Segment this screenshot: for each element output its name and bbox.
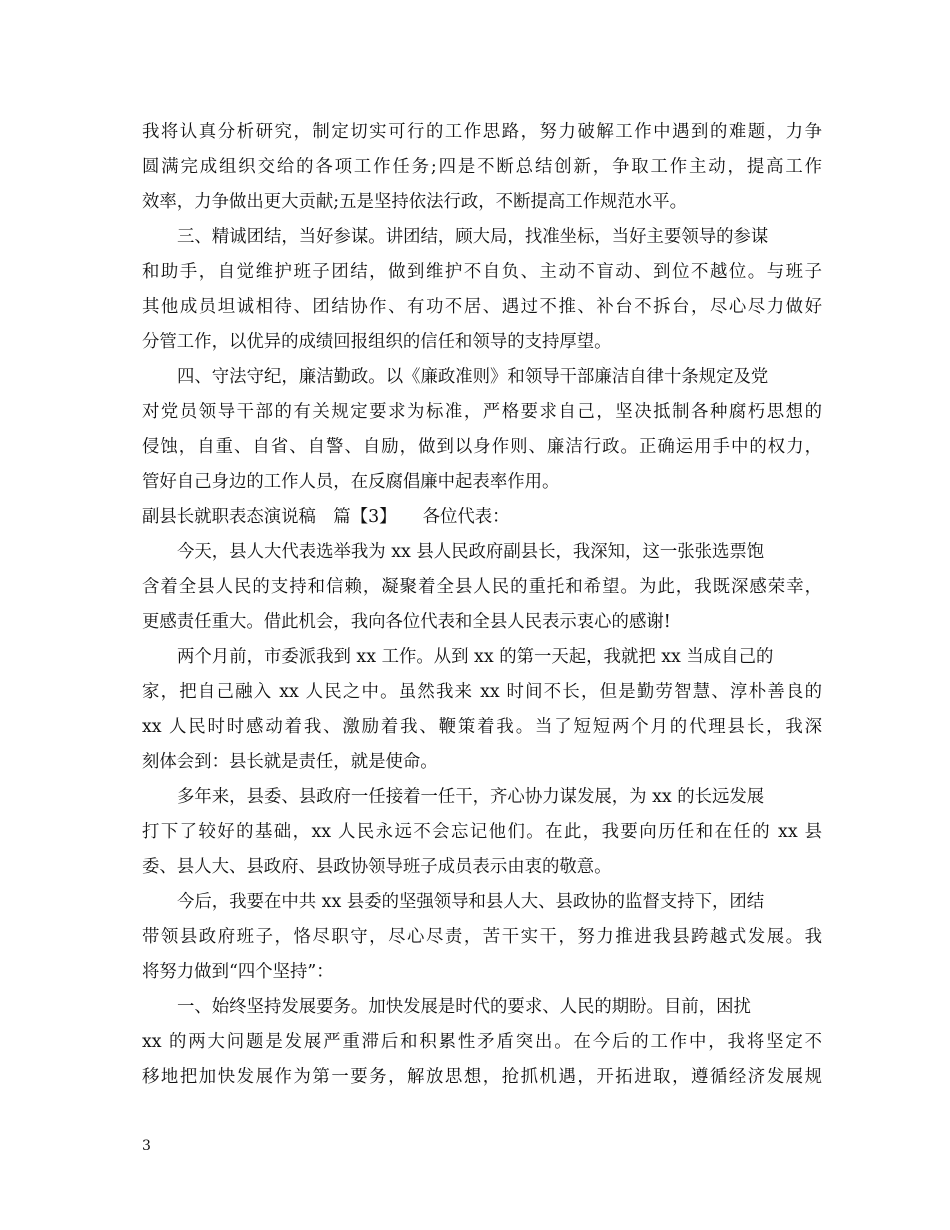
text-line: 委、县人大、县政府、县政协领导班子成员表示由衷的敬意。 [142,857,612,877]
paragraph-start-line: 一、始终坚持发展要务。加快发展是时代的要求、人民的期盼。目前，困扰 [177,997,751,1017]
paragraph-start-line: 四、守法守纪，廉洁勤政。以《廉政准则》和领导干部廉洁自律十条规定及党 [177,367,769,387]
paragraph-start-line: 今后，我要在中共 xx 县委的坚强领导和县人大、县政协的监督支持下，团结 [177,892,765,912]
text-line: 移地把加快发展作为第一要务，解放思想，抢抓机遇，开拓进取，遵循经济发展规 [142,1067,822,1087]
text-line: 和助手，自觉维护班子团结，做到维护不自负、主动不盲动、到位不越位。与班子 [142,262,822,282]
text-line: 我将认真分析研究，制定切实可行的工作思路，努力破解工作中遇到的难题，力争 [142,122,822,142]
paragraph-start-line: 两个月前，市委派我到 xx 工作。从到 xx 的第一天起，我就把 xx 当成自己的 [177,647,774,667]
text-line: 将努力做到“四个坚持”： [142,962,334,982]
paragraph-start-line: 多年来，县委、县政府一任接着一任干，齐心协力谋发展，为 xx 的长远发展 [177,787,765,807]
paragraph-start-line: 三、精诚团结，当好参谋。讲团结，顾大局，找准坐标，当好主要领导的参谋 [177,227,769,247]
text-line: 打下了较好的基础，xx 人民永远不会忘记他们。在此，我要向历任和在任的 xx 县 [142,822,822,842]
page-number: 3 [142,1138,151,1154]
text-line: xx 人民时时感动着我、激励着我、鞭策着我。当了短短两个月的代理县长，我深 [142,717,822,737]
text-line: 效率，力争做出更大贡献;五是坚持依法行政，不断提高工作规范水平。 [142,192,687,212]
text-line: 对党员领导干部的有关规定要求为标准，严格要求自己，坚决抵制各种腐朽思想的 [142,402,822,422]
text-line: 含着全县人民的支持和信赖，凝聚着全县人民的重托和希望。为此，我既深感荣幸， [142,577,822,597]
paragraph-start-line: 今天，县人大代表选举我为 xx 县人民政府副县长，我深知，这一张张选票饱 [177,542,765,562]
text-line: 更感责任重大。借此机会，我向各位代表和全县人民表示衷心的感谢! [142,612,671,632]
text-line: 圆满完成组织交给的各项工作任务;四是不断总结创新，争取工作主动，提高工作 [142,157,822,177]
text-line: 刻体会到：县长就是责任，就是使命。 [142,752,438,772]
text-line: 管好自己身边的工作人员，在反腐倡廉中起表率作用。 [142,472,560,492]
text-line: 侵蚀，自重、自省、自警、自励，做到以身作则、廉洁行政。正确运用手中的权力， [142,437,822,457]
text-line: xx 的两大问题是发展严重滞后和积累性矛盾突出。在今后的工作中，我将坚定不 [142,1032,822,1052]
text-line: 家，把自己融入 xx 人民之中。虽然我来 xx 时间不长，但是勤劳智慧、淳朴善良的 [142,682,822,702]
section-heading: 副县长就职表态演说稿 篇【3】 各位代表： [142,507,510,527]
text-line: 其他成员坦诚相待、团结协作、有功不居、遇过不推、补台不拆台，尽心尽力做好 [142,297,822,317]
text-line: 带领县政府班子，恪尽职守，尽心尽责，苦干实干，努力推进我县跨越式发展。我 [142,927,822,947]
text-line: 分管工作，以优异的成绩回报组织的信任和领导的支持厚望。 [142,332,612,352]
